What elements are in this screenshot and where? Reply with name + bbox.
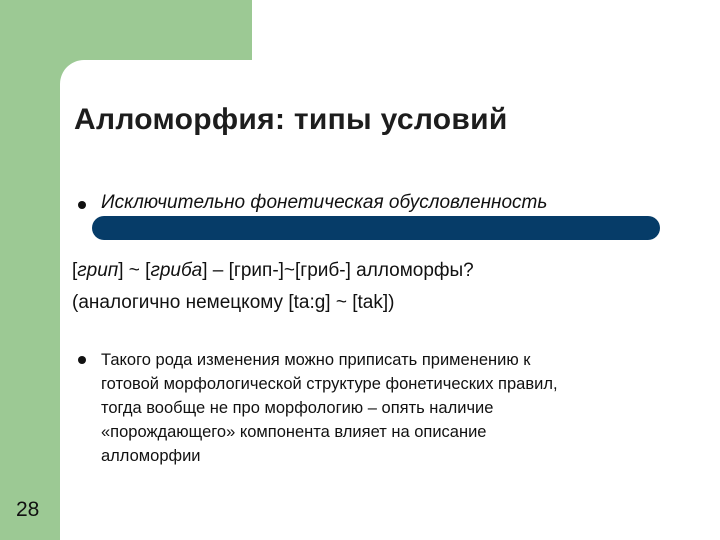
green-decor-left	[0, 0, 60, 540]
example-line-2: (аналогично немецкому [ta:g] ~ [tak])	[72, 292, 395, 313]
slide-title: Алломорфия: типы условий	[74, 103, 508, 136]
note-line: алломорфии	[101, 447, 201, 465]
bullet-dot-icon	[78, 201, 86, 209]
example-line-1: [грип] ~ [гриба] – [грип-]~[гриб-] алломорфы?	[72, 260, 474, 281]
note-line: Такого рода изменения можно приписать применению к	[101, 351, 531, 369]
page-number: 28	[16, 498, 40, 521]
bullet-text-note	[101, 348, 701, 468]
note-line: тогда вообще не про морфологию – опять наличие	[101, 399, 494, 417]
note-line: готовой морфологической структуре фонетических правил,	[101, 375, 558, 393]
title-underline-bar	[92, 216, 660, 240]
note-line: «порождающего» компонента влияет на описание	[101, 423, 487, 441]
example-paragraph	[72, 255, 474, 319]
bullet-text-phonetic: Исключительно фонетическая обусловленность	[101, 192, 548, 213]
bullet-dot-icon	[78, 356, 86, 364]
